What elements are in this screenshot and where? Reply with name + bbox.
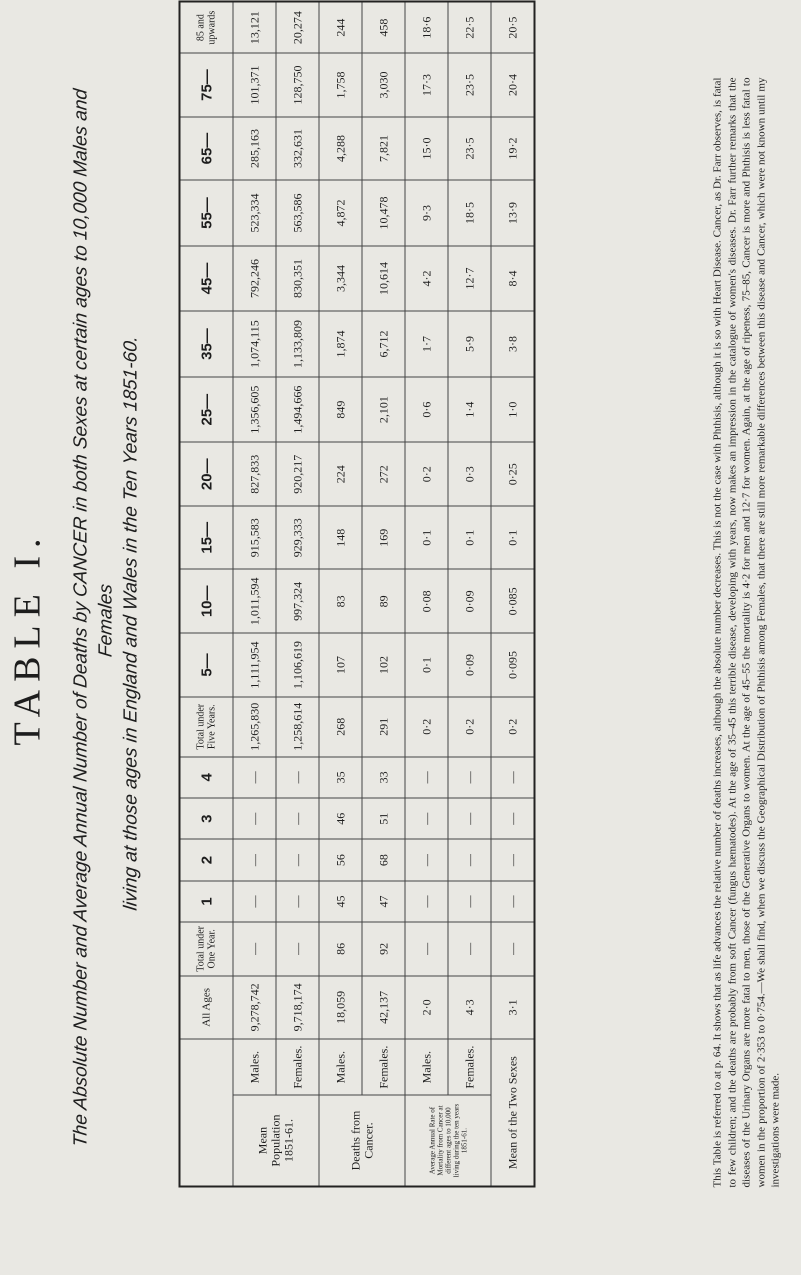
cell: 3,344	[319, 245, 362, 310]
footnote-paragraph: This Table is referred to at p. 64. It shows that as life advances the relative number of deaths increases, although the absolute number decreases. This is not the case with Phthisis, although it is so with Heart Disease. Cancer, as Dr. Farr observes, is fatal to few children; and the deaths are probably from soft Cancer (fungus hæmatodes). At the age of 35–45 this terrible disease, developing with years, now makes an impression in the catalogue of women's diseases. Dr. Farr further remarks that the diseases of the Urinary Organs are more fatal to men, those of the Generative Organs to women. At the age of 45–55 the mortality is 4·2 for men and 12·7 for women. Again, at the age of ripeness, 75–85, Cancer is more and Phthisis is less fatal to women in the proportion of 2·353 to 0·754.—We shall find, when we discuss the Geographical Distribution of Phthisis among Females, that there are still more remarkable differences between this disease and Cancer, which were not known until my investigations were made.	[711, 77, 781, 1187]
col-header: Total under One Year.	[179, 922, 233, 975]
row-pop-males	[233, 1, 276, 1186]
cell: 12·7	[448, 245, 491, 310]
cell: 1,494,666	[276, 376, 319, 442]
cell: 792,246	[233, 245, 276, 310]
cell: 89	[362, 569, 405, 633]
cell: 849	[319, 376, 362, 442]
col-header: 2	[179, 839, 233, 880]
col-header: 65—	[179, 116, 233, 180]
cell: —	[491, 922, 535, 975]
cell: —	[405, 798, 448, 839]
cell: —	[405, 880, 448, 921]
cancer-mortality-table	[178, 0, 535, 1187]
cell: 23·5	[448, 53, 491, 117]
table-heading: TABLE I.	[6, 529, 48, 746]
cell: 33	[362, 756, 405, 797]
cell: 1,265,830	[233, 696, 276, 756]
cell: 0·6	[405, 376, 448, 442]
cell: —	[276, 798, 319, 839]
cell: 47	[362, 880, 405, 921]
cell: —	[233, 756, 276, 797]
cell: 1·4	[448, 376, 491, 442]
row-deaths-females	[362, 1, 405, 1186]
subtitle-line-2: living at those ages in England and Wales in the Ten Years 1851-60.	[120, 334, 141, 911]
cell: 1·0	[491, 376, 535, 442]
cell: 8·4	[491, 245, 535, 310]
cell: 1,011,594	[233, 569, 276, 633]
cell: 20·4	[491, 53, 535, 117]
cell: —	[276, 839, 319, 880]
cell: 2·0	[405, 975, 448, 1039]
cell: 3·8	[491, 311, 535, 377]
cell: 332,631	[276, 116, 319, 180]
cell: —	[448, 798, 491, 839]
cell: —	[448, 880, 491, 921]
col-header: 4	[179, 756, 233, 797]
sex-label-male: Males.	[233, 1039, 276, 1095]
cell: 13·9	[491, 180, 535, 245]
cell: —	[491, 756, 535, 797]
cell: 102	[362, 633, 405, 697]
group-label-mean: Mean of the Two Sexes	[491, 1039, 535, 1186]
sex-label-female: Females.	[362, 1039, 405, 1095]
cell: 18·5	[448, 180, 491, 245]
cell: 1,133,809	[276, 311, 319, 377]
group-label-rate: Average Annual Rate of Mortality from Cancer at different ages to 10,000 living during the ten years 1851-61.	[405, 1095, 491, 1186]
cell: 23·5	[448, 116, 491, 180]
col-header: 3	[179, 798, 233, 839]
cell: —	[405, 839, 448, 880]
cell: 0·2	[491, 696, 535, 756]
cell: 0·085	[491, 569, 535, 633]
cell: 10,478	[362, 180, 405, 245]
cell: 523,334	[233, 180, 276, 245]
cell: 0·09	[448, 569, 491, 633]
cell: 0·1	[448, 505, 491, 569]
cell: 9·3	[405, 180, 448, 245]
cell: 1,356,605	[233, 376, 276, 442]
row-rate-females	[448, 1, 491, 1186]
cell: 107	[319, 633, 362, 697]
cell: 101,371	[233, 53, 276, 117]
cell: 0·08	[405, 569, 448, 633]
cell: 563,586	[276, 180, 319, 245]
cell: 20,274	[276, 1, 319, 53]
col-header: 35—	[179, 311, 233, 377]
cell: 1·7	[405, 311, 448, 377]
col-header: 25—	[179, 376, 233, 442]
cell: 51	[362, 798, 405, 839]
group-label-population: Mean Population 1851-61.	[233, 1095, 319, 1186]
cell: 3·1	[491, 975, 535, 1039]
cell: 4·3	[448, 975, 491, 1039]
cell: 1,258,614	[276, 696, 319, 756]
cell: 7,821	[362, 116, 405, 180]
cell: 0·09	[448, 633, 491, 697]
cell: 4·2	[405, 245, 448, 310]
col-header: 10—	[179, 569, 233, 633]
cell: 827,833	[233, 442, 276, 506]
col-header: 85 and upwards	[179, 1, 233, 53]
cell: 128,750	[276, 53, 319, 117]
cell: 0·1	[405, 633, 448, 697]
cell: —	[405, 922, 448, 975]
cell: 9,718,174	[276, 975, 319, 1039]
col-header: 45—	[179, 245, 233, 310]
cell: 18,059	[319, 975, 362, 1039]
cell: 0·095	[491, 633, 535, 697]
cell: 830,351	[276, 245, 319, 310]
cell: 42,137	[362, 975, 405, 1039]
header-row	[179, 1, 233, 1186]
cell: 285,163	[233, 116, 276, 180]
col-header: Total under Five Years.	[179, 696, 233, 756]
cell: 1,074,115	[233, 311, 276, 377]
cell: 920,217	[276, 442, 319, 506]
row-deaths-males	[319, 1, 362, 1186]
cell: 244	[319, 1, 362, 53]
table-subtitle	[68, 71, 143, 1169]
cell: 35	[319, 756, 362, 797]
cell: 19·2	[491, 116, 535, 180]
cell: —	[491, 839, 535, 880]
col-header: 20—	[179, 442, 233, 506]
cell: 1,106,619	[276, 633, 319, 697]
cell: 15·0	[405, 116, 448, 180]
cell: 92	[362, 922, 405, 975]
col-header: All Ages	[179, 975, 233, 1039]
cell: 83	[319, 569, 362, 633]
cell: 4,288	[319, 116, 362, 180]
cell: 915,583	[233, 505, 276, 569]
cell: —	[448, 922, 491, 975]
cell: 458	[362, 1, 405, 53]
cell: 272	[362, 442, 405, 506]
cell: 0·1	[491, 505, 535, 569]
cell: —	[276, 756, 319, 797]
cell: 20·5	[491, 1, 535, 53]
cell: 4,872	[319, 180, 362, 245]
cell: —	[491, 798, 535, 839]
sex-label-male: Males.	[319, 1039, 362, 1095]
cell: —	[405, 756, 448, 797]
cell: 224	[319, 442, 362, 506]
cell: 148	[319, 505, 362, 569]
cell: 1,874	[319, 311, 362, 377]
cell: 17·3	[405, 53, 448, 117]
cell: —	[233, 922, 276, 975]
sex-label-female: Females.	[276, 1039, 319, 1095]
cell: 1,758	[319, 53, 362, 117]
cell: 5·9	[448, 311, 491, 377]
cell: 0·2	[405, 442, 448, 506]
header-blank	[179, 1039, 233, 1186]
group-label-deaths: Deaths from Cancer.	[319, 1095, 405, 1186]
cell: 18·6	[405, 1, 448, 53]
cell: —	[491, 880, 535, 921]
cell: 56	[319, 839, 362, 880]
cell: —	[448, 839, 491, 880]
cell: 1,111,954	[233, 633, 276, 697]
cell: 86	[319, 922, 362, 975]
row-mean	[491, 1, 535, 1186]
cell: 13,121	[233, 1, 276, 53]
cell: 268	[319, 696, 362, 756]
cell: 0·25	[491, 442, 535, 506]
cell: 22·5	[448, 1, 491, 53]
cell: —	[233, 839, 276, 880]
row-pop-females	[276, 1, 319, 1186]
cell: 2,101	[362, 376, 405, 442]
cell: 45	[319, 880, 362, 921]
cell: —	[276, 880, 319, 921]
sex-label-male: Males.	[405, 1039, 448, 1095]
cell: 291	[362, 696, 405, 756]
cell: —	[233, 798, 276, 839]
cell: 997,324	[276, 569, 319, 633]
cell: 0·2	[448, 696, 491, 756]
sex-label-female: Females.	[448, 1039, 491, 1095]
cell: 169	[362, 505, 405, 569]
cell: 46	[319, 798, 362, 839]
cell: 3,030	[362, 53, 405, 117]
subtitle-line-1: The Absolute Number and Average Annual Number of Deaths by CANCER in both Sexes at certain ages to 10,000 Males and Females	[70, 87, 116, 1148]
cell: 68	[362, 839, 405, 880]
col-header: 1	[179, 880, 233, 921]
cell: 0·3	[448, 442, 491, 506]
cell: 9,278,742	[233, 975, 276, 1039]
cell: —	[448, 756, 491, 797]
cell: 10,614	[362, 245, 405, 310]
row-rate-males	[405, 1, 448, 1186]
col-header: 15—	[179, 505, 233, 569]
cell: —	[276, 922, 319, 975]
cell: 929,333	[276, 505, 319, 569]
cell: 6,712	[362, 311, 405, 377]
cell: 0·2	[405, 696, 448, 756]
col-header: 5—	[179, 633, 233, 697]
col-header: 75—	[179, 53, 233, 117]
cell: 0·1	[405, 505, 448, 569]
cell: —	[233, 880, 276, 921]
col-header: 55—	[179, 180, 233, 245]
